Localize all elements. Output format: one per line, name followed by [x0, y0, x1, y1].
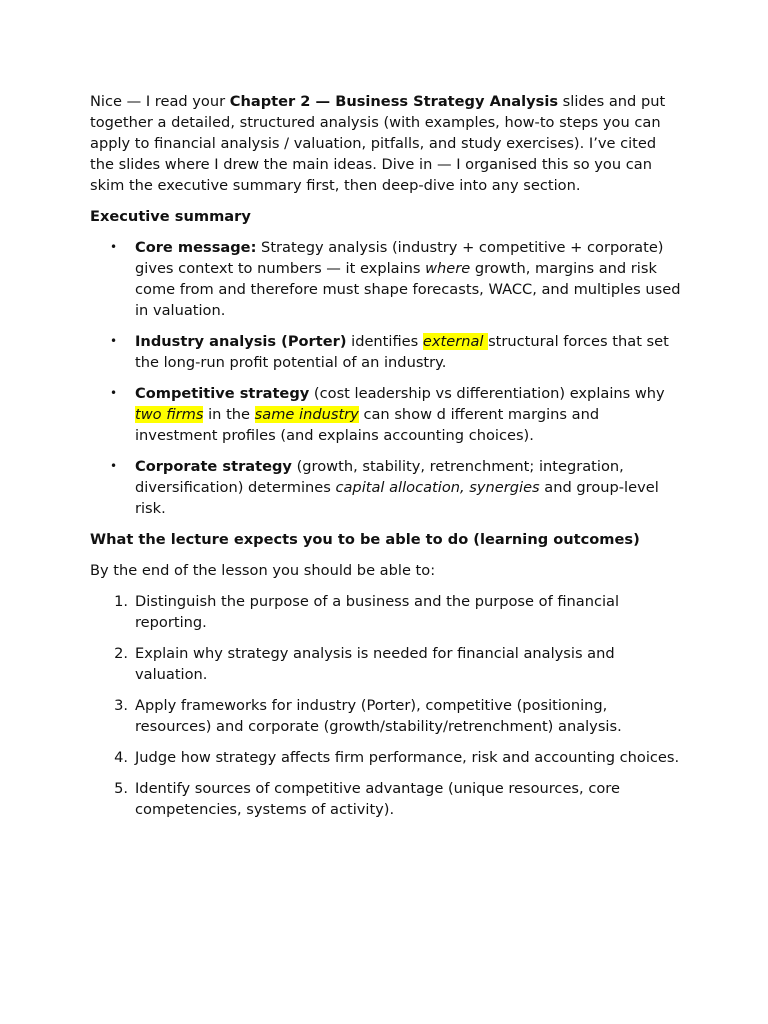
bullet-icon: •	[110, 459, 118, 473]
outcome-item	[90, 778, 682, 820]
chapter-title: Chapter 2 — Business Strategy Analysis	[229, 93, 559, 110]
item-text: (growth, stability, retrenchment; integration, diversification) determines	[135, 458, 624, 496]
summary-item-industry-analysis	[90, 331, 682, 373]
highlight-two-firms	[135, 406, 203, 423]
outcome-text: Distinguish the purpose of a business and the purpose of financial reporting.	[135, 593, 620, 631]
outcome-item	[90, 643, 682, 685]
summary-item-competitive-strategy	[90, 383, 682, 446]
item-label: Core message:	[135, 239, 257, 256]
item-text: Strategy analysis (industry + competitive + corporate) gives context to numbers — it explains	[135, 239, 664, 277]
item-text: (cost leadership vs differentiation) explains why	[309, 385, 665, 402]
highlight-same-industry	[255, 406, 359, 423]
item-text: structural forces that set the long-run profit potential of an industry.	[135, 333, 669, 371]
bullet-icon: •	[110, 334, 118, 348]
item-label: Competitive strategy	[135, 385, 310, 402]
executive-summary-heading: Executive summary	[90, 208, 251, 225]
item-label: Corporate strategy	[135, 458, 292, 475]
item-label: Industry analysis (Porter)	[135, 333, 347, 350]
intro-paragraph	[90, 91, 682, 196]
item-text: growth, margins and risk come from and therefore must shape forecasts, WACC, and multiples used in valuation.	[135, 260, 681, 319]
outcome-text: Judge how strategy affects firm performance, risk and accounting choices.	[135, 749, 680, 766]
outcome-number: 2.	[114, 645, 128, 662]
bullet-icon: •	[110, 240, 118, 254]
outcome-text: Apply frameworks for industry (Porter), competitive (positioning, resources) and corporate (growth/stability/retrenchment) analysis.	[135, 697, 622, 735]
summary-item-core-message	[90, 237, 682, 321]
learning-outcomes-list	[90, 591, 682, 820]
highlighted-text: two firms	[135, 406, 204, 423]
item-text: can show d ifferent margins and investment profiles (and explains accounting choices).	[135, 406, 600, 444]
intro-text-start: Nice — I read your	[90, 93, 230, 110]
outcome-item	[90, 747, 682, 768]
intro-text-rest: slides and put together a detailed, structured analysis (with examples, how-to steps you can apply to financial analysis / valuation, pitfalls, and study exercises). I’ve cited the slides where I drew the main ideas. Dive in — I organised this so you can skim the executive summary first, then deep-dive into any section.	[90, 93, 666, 194]
item-emphasis: where	[425, 260, 471, 277]
document-page	[90, 91, 682, 830]
item-emphasis: capital allocation, synergies	[335, 479, 540, 496]
outcome-number: 1.	[114, 593, 128, 610]
highlighted-text: external	[422, 333, 489, 350]
outcome-item	[90, 695, 682, 737]
item-text: identifies	[346, 333, 423, 350]
learning-outcomes-lead: By the end of the lesson you should be able to:	[90, 562, 436, 579]
learning-outcomes-heading: What the lecture expects you to be able to do (learning outcomes)	[90, 531, 640, 548]
outcome-text: Identify sources of competitive advantage (unique resources, core competencies, systems of activity).	[135, 780, 620, 818]
item-text: in the	[203, 406, 255, 423]
outcome-text: Explain why strategy analysis is needed for financial analysis and valuation.	[135, 645, 615, 683]
outcome-item	[90, 591, 682, 633]
outcome-number: 4.	[114, 749, 128, 766]
executive-summary-list	[90, 237, 682, 519]
outcome-number: 3.	[114, 697, 128, 714]
bullet-icon: •	[110, 386, 118, 400]
item-text: and group-level risk.	[135, 479, 659, 517]
outcome-number: 5.	[114, 780, 128, 797]
summary-item-corporate-strategy	[90, 456, 682, 519]
highlighted-text: same industry	[254, 406, 359, 423]
highlight-external	[423, 333, 488, 350]
